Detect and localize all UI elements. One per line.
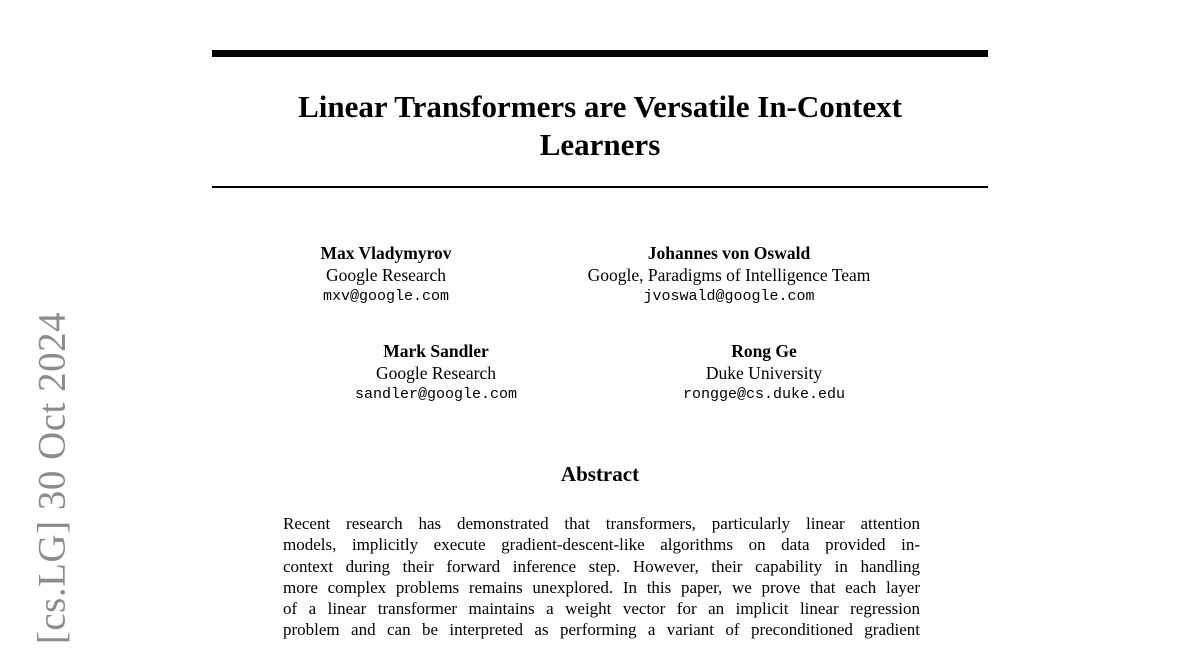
author-name: Max Vladymyrov	[320, 243, 452, 263]
abstract-line: more complex problems remains unexplored. In this paper, we prove that each layer	[283, 577, 920, 597]
author-name: Rong Ge	[731, 341, 797, 361]
author-email[interactable]: mxv@google.com	[322, 288, 450, 305]
title-bottom-rule	[212, 186, 988, 188]
paper-title	[212, 88, 988, 164]
abstract-line: Recent research has demonstrated that transformers, particularly linear attention	[283, 514, 920, 533]
author-email[interactable]: jvoswald@google.com	[643, 288, 815, 305]
author-block-ge	[683, 340, 845, 406]
author-name: Mark Sandler	[383, 341, 489, 361]
abstract-line: of a linear transformer maintains a weight vector for an implicit linear regression	[283, 599, 920, 619]
author-affiliation: Google, Paradigms of Intelligence Team	[587, 265, 871, 285]
abstract-body	[283, 513, 920, 641]
arxiv-stamp	[0, 0, 110, 648]
author-block-sandler	[355, 340, 517, 406]
author-block-vladymyrov	[320, 242, 451, 308]
author-affiliation: Duke University	[705, 363, 823, 383]
author-affiliation: Google Research	[375, 363, 497, 383]
abstract-line: problem and can be interpreted as performing a variant of preconditioned gradient	[283, 620, 920, 640]
title-line-2: Learners	[539, 127, 661, 162]
title-line-1: Linear Transformers are Versatile In-Context	[298, 89, 902, 124]
abstract-line: context during their forward inference step. However, their capability in handling	[283, 556, 920, 576]
author-affiliation: Google Research	[325, 265, 447, 285]
abstract-line: models, implicitly execute gradient-descent-like algorithms on data provided in-	[283, 535, 920, 555]
abstract-heading: Abstract	[560, 462, 640, 486]
arxiv-stamp-text: [cs.LG] 30 Oct 2024	[30, 311, 74, 645]
author-name: Johannes von Oswald	[647, 243, 811, 263]
title-top-rule	[212, 50, 988, 57]
author-block-von-oswald	[588, 242, 871, 308]
author-email[interactable]: rongge@cs.duke.edu	[682, 386, 846, 403]
author-email[interactable]: sandler@google.com	[354, 386, 518, 403]
